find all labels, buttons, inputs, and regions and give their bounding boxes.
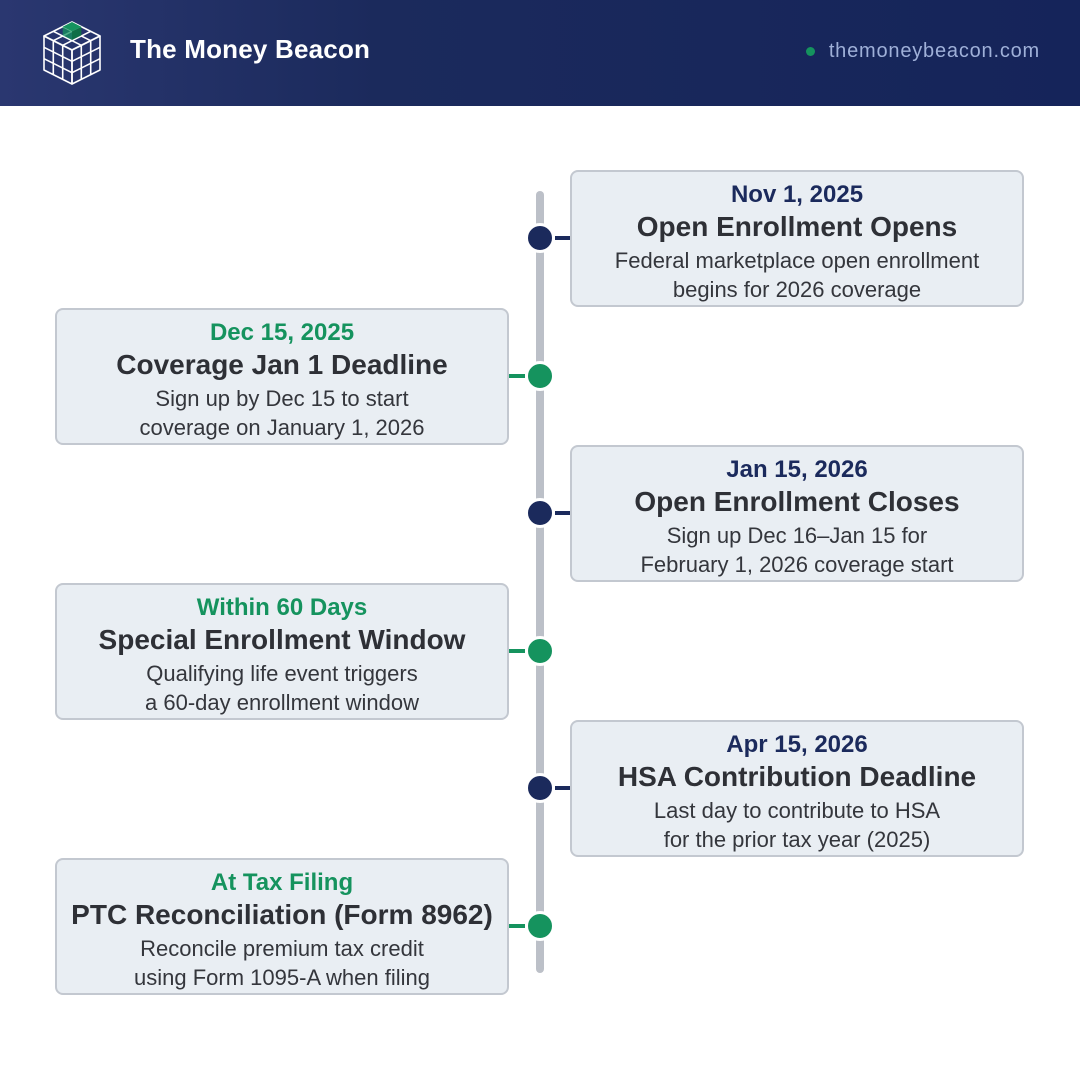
event-description-line: Last day to contribute to HSA (653, 797, 941, 823)
timeline-card (570, 170, 1024, 307)
event-description-line: begins for 2026 coverage (672, 276, 922, 302)
event-title: Coverage Jan 1 Deadline (116, 348, 448, 380)
event-description-line: Federal marketplace open enrollment (614, 247, 980, 273)
timeline-card (55, 308, 509, 445)
brand-name: The Money Beacon (130, 34, 371, 64)
timeline-card (55, 858, 509, 995)
timeline-marker (525, 911, 555, 941)
event-title: Special Enrollment Window (98, 623, 466, 655)
event-description-line: for the prior tax year (2025) (663, 826, 931, 852)
event-date: Within 60 Days (196, 593, 368, 621)
header-bar (0, 0, 1080, 106)
event-date: Dec 15, 2025 (209, 318, 355, 346)
timeline-card (55, 583, 509, 720)
timeline-marker (525, 773, 555, 803)
cube-logo-icon (40, 18, 104, 88)
timeline-marker (525, 361, 555, 391)
event-description-line: using Form 1095-A when filing (134, 964, 430, 990)
website-url[interactable] (806, 40, 1040, 63)
event-description (572, 246, 1022, 304)
event-description-line: coverage on January 1, 2026 (139, 414, 425, 440)
event-description (572, 796, 1022, 854)
event-description-line: February 1, 2026 coverage start (640, 551, 954, 577)
event-description-line: Sign up Dec 16–Jan 15 for (666, 522, 928, 548)
event-date: Apr 15, 2026 (726, 730, 868, 758)
event-title: PTC Reconciliation (Form 8962) (71, 898, 493, 930)
event-title: Open Enrollment Closes (634, 485, 960, 517)
timeline-connector (555, 236, 570, 240)
event-description (57, 384, 507, 442)
event-description-line: Sign up by Dec 15 to start (155, 385, 409, 411)
event-description-line: Reconcile premium tax credit (140, 935, 424, 961)
timeline-marker (525, 223, 555, 253)
timeline-card (570, 720, 1024, 857)
event-date: Jan 15, 2026 (726, 455, 868, 483)
event-description (57, 934, 507, 992)
event-date: Nov 1, 2025 (730, 180, 864, 208)
event-title: Open Enrollment Opens (636, 210, 958, 242)
timeline-connector (509, 924, 525, 928)
event-description-line: a 60-day enrollment window (145, 689, 419, 715)
status-dot-icon (806, 47, 815, 56)
timeline-card (570, 445, 1024, 582)
event-description-line: Qualifying life event triggers (146, 660, 418, 686)
website-url-text: themoneybeacon.com (828, 40, 1040, 62)
timeline-connector (555, 511, 570, 515)
event-date: At Tax Filing (210, 868, 354, 896)
timeline-connector (555, 786, 570, 790)
event-description (57, 659, 507, 717)
timeline-connector (509, 649, 525, 653)
timeline-spine (536, 191, 544, 973)
event-title: HSA Contribution Deadline (617, 760, 977, 792)
timeline-marker (525, 498, 555, 528)
timeline-connector (509, 374, 525, 378)
event-description (572, 521, 1022, 579)
timeline-marker (525, 636, 555, 666)
